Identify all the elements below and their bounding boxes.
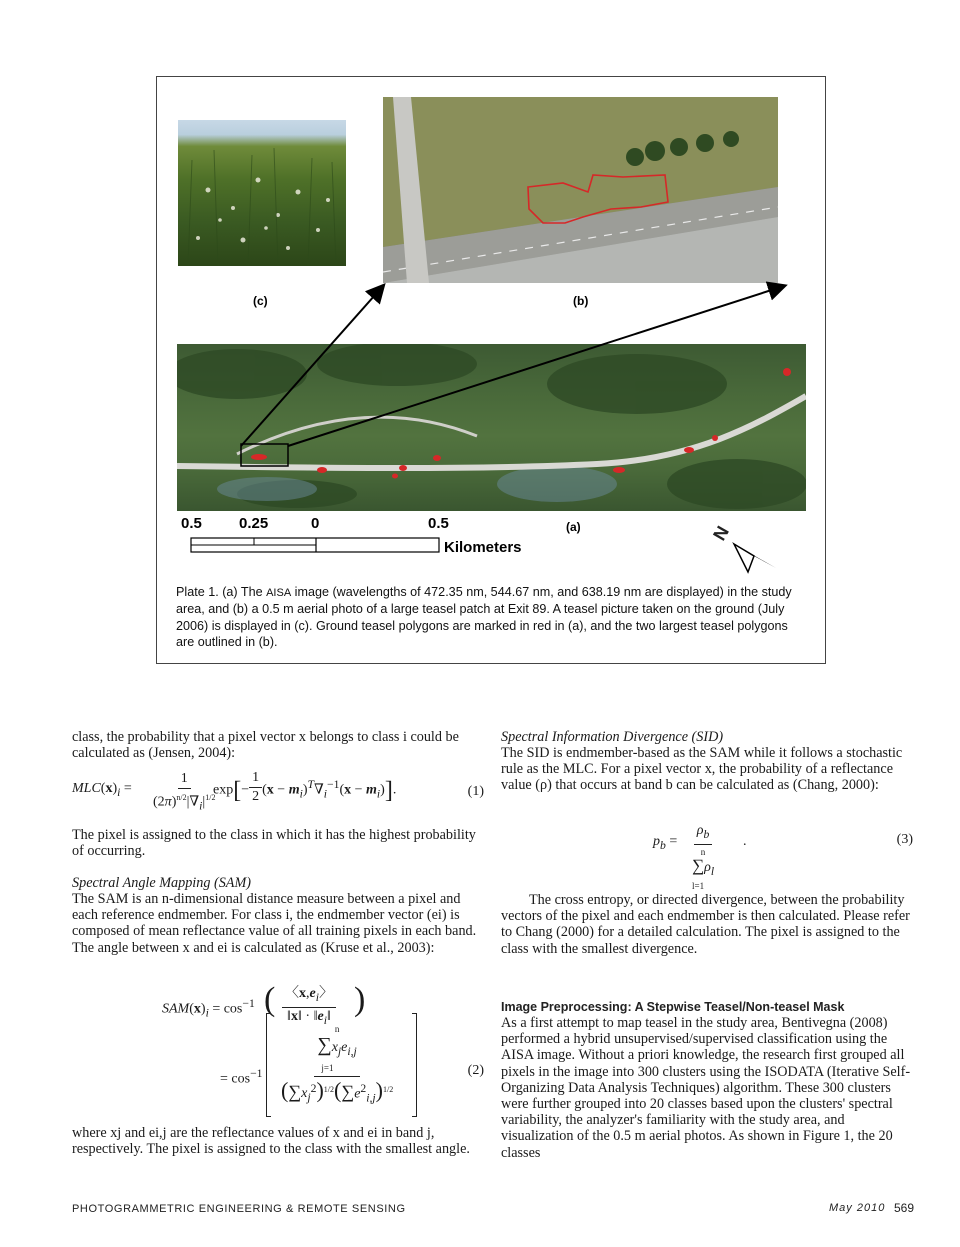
scale-tick-3: 0.5 — [428, 515, 449, 532]
equation-2-number: (2) — [467, 1063, 484, 1078]
equation-2: $SAM(x)_i = \cos^{-1}$ ( $\frac{〈x,e_i〉}{‖x‖ \cdot ‖e_i‖}$ ) = $\cos^{-1}$ n $\sum x_je_{i,j}$ j=1 $(\sum x_j^2)^{1/2}(\sum e^2_{i,j})^{1/2}$ (2) — [72, 985, 484, 1125]
scale-tick-1: 0.25 — [239, 515, 269, 532]
north-arrow-label: N — [709, 522, 733, 544]
label-c: (c) — [253, 294, 268, 308]
left-intro: class, the probability that a pixel vector x belongs to class i could be calculated as (Jensen, 2004): — [72, 729, 459, 762]
caption-plate-label: Plate 1. — [176, 585, 219, 599]
sid-heading: Spectral Information Divergence (SID) — [501, 729, 724, 745]
sam-heading: Spectral Angle Mapping (SAM) — [72, 875, 252, 891]
scale-tick-2: 0 — [311, 515, 320, 532]
right-after-eq3: The cross entropy, or directed divergence, between the probability vectors of the pixel and each endmember is then calculated. Please refer to Chang (2000) for a detailed calculation. The pixel is assigned to the class with the smallest divergence. — [501, 892, 910, 957]
label-a: (a) — [566, 520, 581, 534]
equation-3-number: (3) — [896, 832, 913, 847]
label-b: (b) — [573, 294, 589, 308]
preproc-heading: Image Preprocessing: A Stepwise Teasel/Non-teasel Mask — [501, 1000, 845, 1014]
north-arrow-icon — [730, 534, 778, 574]
left-after-eq2: where xj and ei,j are the reflectance values of x and ei in band j, respectively. The pixel is assigned to the class with the smallest angle. — [72, 1125, 470, 1158]
scale-unit: Kilometers — [444, 539, 522, 556]
scale-bar — [190, 537, 442, 555]
sid-text: The SID is endmember-based as the SAM while it follows a stochastic rule as the MLC. For a pixel vector x, the probability of a reflectance value (ρ) that occurs at band b can be calculated as (Chang, 2000): — [501, 745, 903, 794]
preproc-text: As a first attempt to map teasel in the study area, Bentivegna (2008) performed a hybrid unsupervised/supervised classification using the AISA image. Without a priori knowledge, the research first grouped all pixels in the image into 300 clusters using the ISODATA (Iterative Self-Organizing Data Analysis Techniques) algorithm. These 300 clusters were further grouped into 20 classes based upon the clusters' spectral variability, the analyzer's familiarity with the study area, and visualization of the 0.5 m aerial photos. As shown in Figure 1, the 20 classes — [501, 1015, 911, 1161]
scale-tick-0: 0.5 — [181, 515, 202, 532]
left-after-eq1: The pixel is assigned to the class in which it has the highest probability of occurring. — [72, 827, 476, 860]
caption-part2: image (wavelengths of 472.35 nm, 544.67 nm, and 638.19 nm are displayed) in the study area, and (b) a 0.5 m aerial photo of a large teasel patch at Exit 89. A teasel picture taken on the ground (July 2006) is displayed in (c). Ground teasel polygons are marked in red in (a), and the two largest teasel polygons are outlined in (b). — [176, 585, 792, 650]
equation-1: $MLC(x)_i$ = $\frac{1}{(2\pi)^{n/2}|\nabla_i|^{1/2}}$ exp[− $\frac{1}{2}$ $(x - m_i)^T\nabla_i^{-1}(x - m_i)$]. (1) — [72, 770, 484, 813]
caption-sensor: AISA — [266, 587, 292, 599]
page-number: 569 — [894, 1201, 915, 1215]
footer-journal: PHOTOGRAMMETRIC ENGINEERING & REMOTE SENSING — [72, 1203, 406, 1215]
footer-date: May 2010 — [829, 1202, 886, 1214]
equation-3: $p_b$ = $\rho_b$ n $\sum\rho_l$ l=1 . (3) — [653, 823, 913, 891]
equation-1-number: (1) — [467, 784, 484, 799]
caption-part1: (a) The — [222, 585, 263, 599]
sam-text: The SAM is an n-dimensional distance measure between a pixel and each reference endmember. For class i, the endmember vector (ei) is composed of mean reflectance value of all training pixels in each band. The angle between x and ei is calculated as (Kruse et al., 2003): — [72, 891, 477, 956]
plate-caption — [176, 584, 806, 651]
